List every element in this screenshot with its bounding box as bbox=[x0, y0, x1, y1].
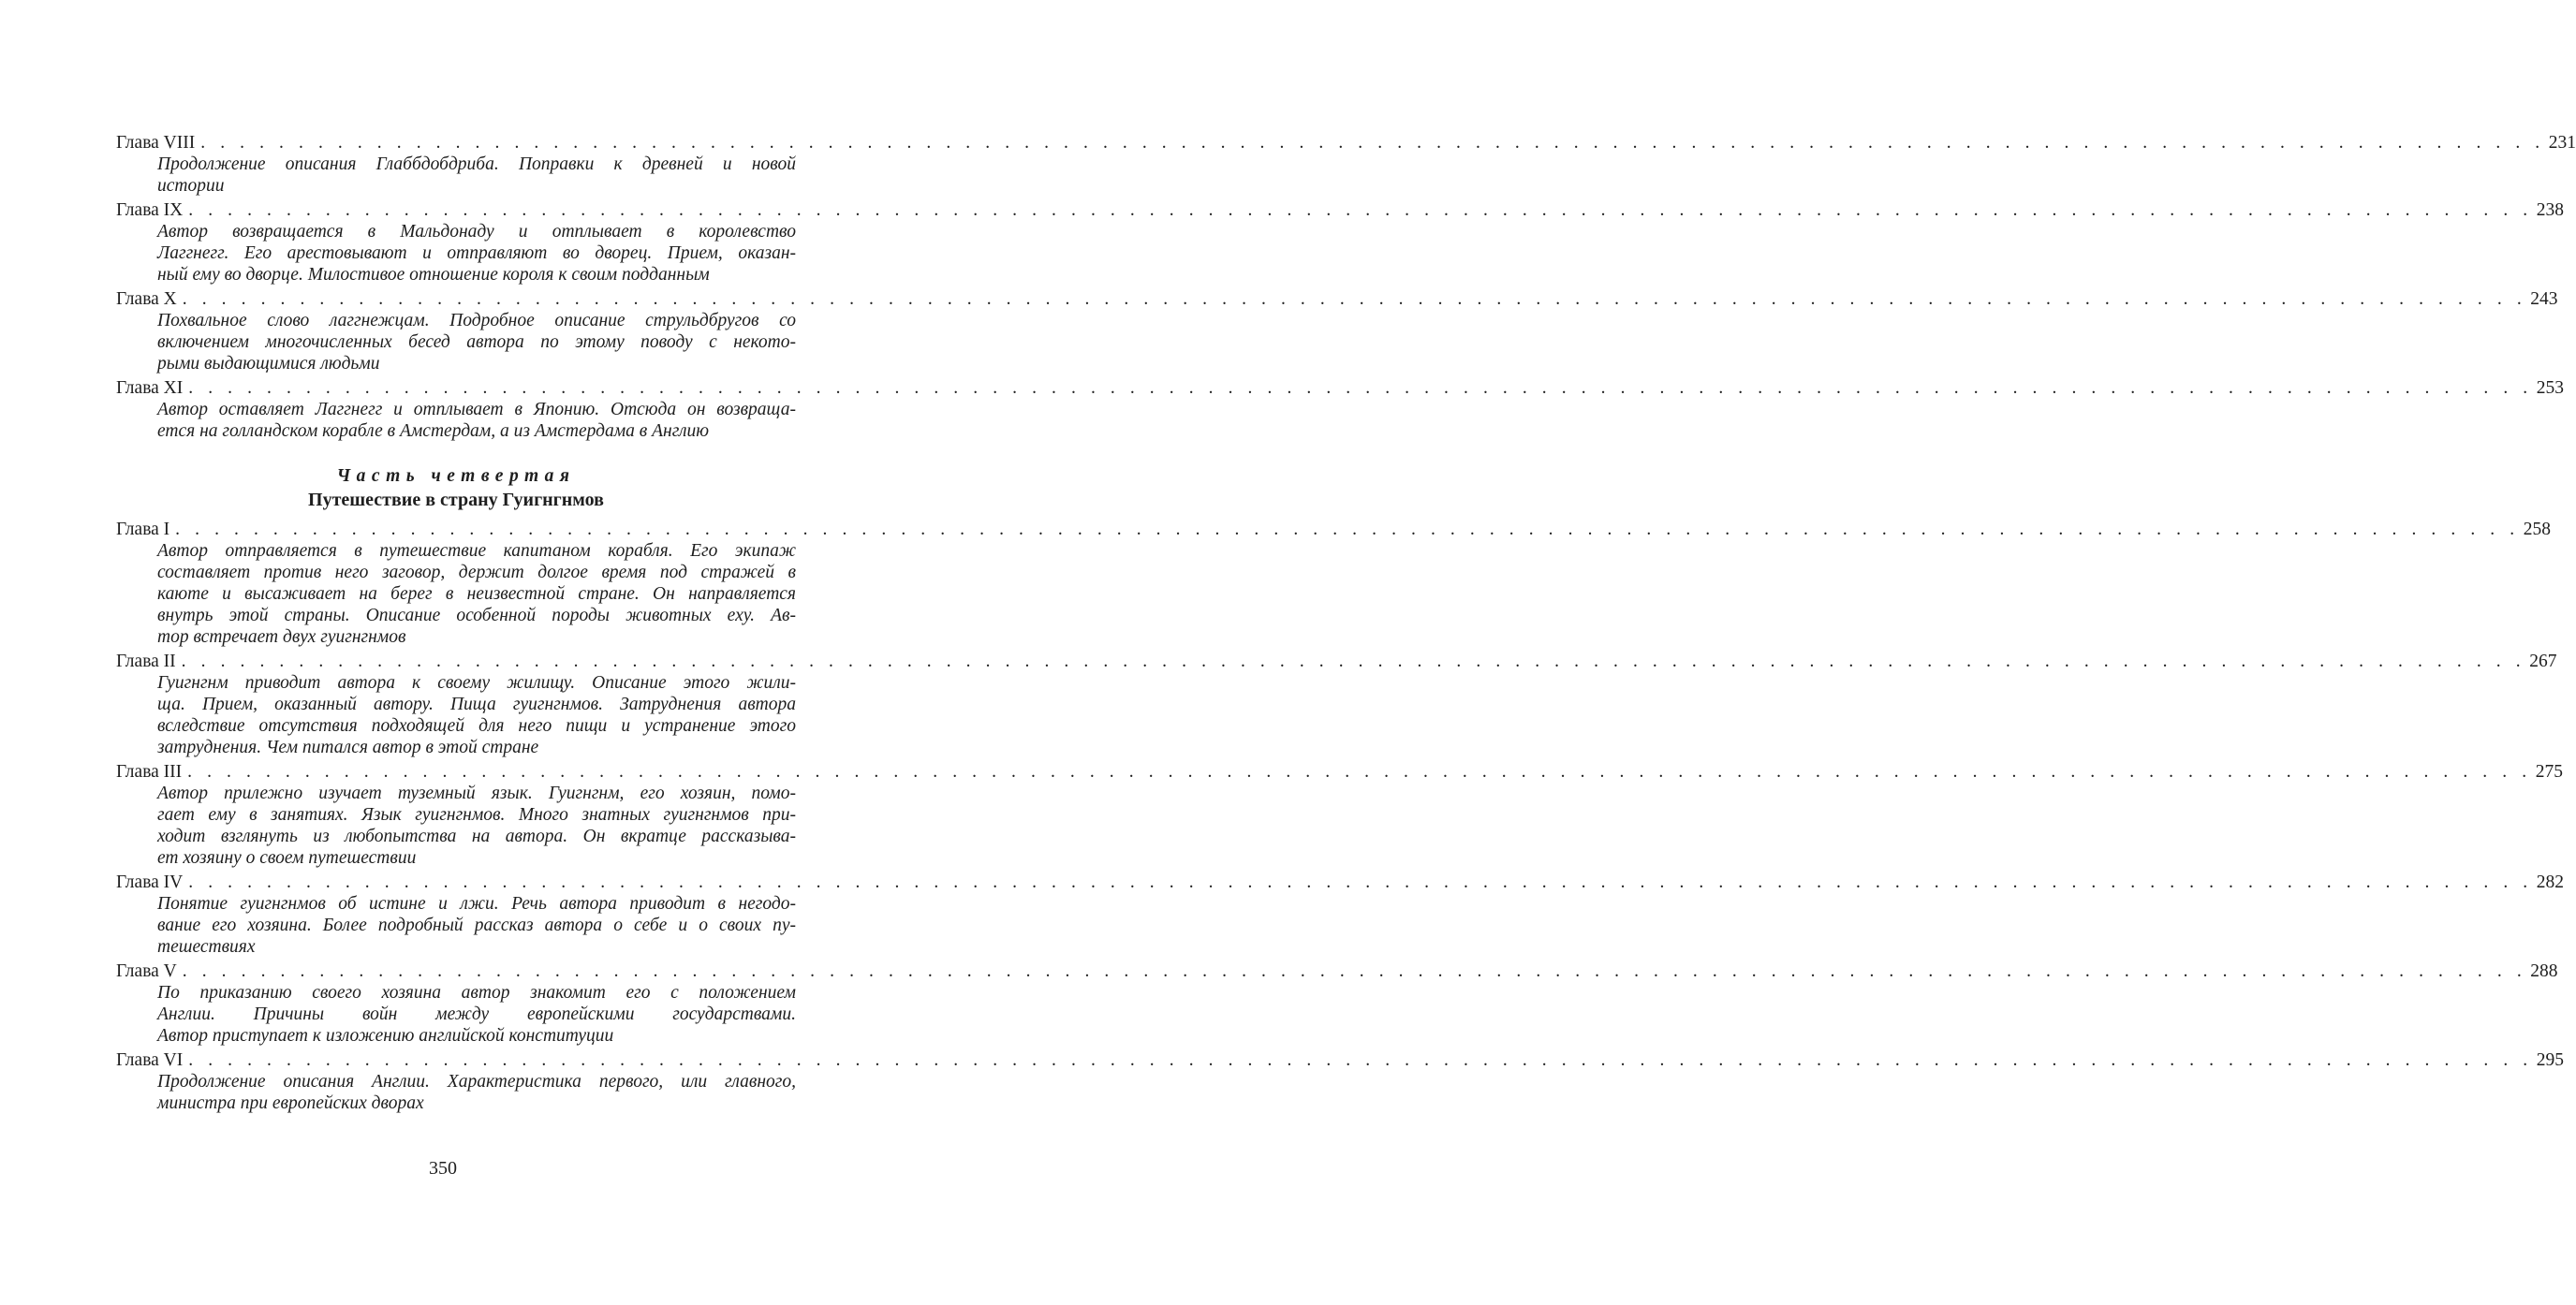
summary-line: Автор прилежно изучает туземный язык. Гуигнгнм, его хозяин, помо- bbox=[157, 784, 796, 803]
chapter-line bbox=[116, 377, 2565, 399]
toc-entry bbox=[116, 651, 2557, 761]
toc-entry bbox=[116, 761, 2563, 872]
chapter-page-number: 288 bbox=[2530, 961, 2558, 981]
chapter-summary bbox=[157, 982, 796, 1047]
chapter-title: Глава IV bbox=[116, 872, 184, 892]
summary-line: Продолжение описания Глаббдобдриба. Поправки к древней и новой bbox=[157, 154, 796, 174]
chapter-line bbox=[116, 199, 2565, 221]
chapter-summary bbox=[157, 310, 796, 374]
toc-entry bbox=[116, 288, 2558, 377]
dot-leader: . . . . . . . . . . . . . . . . . . . . . . . . . . . . . . . . . . . . . . . . . . . . . . . . . . . . . . . . . . . . . . . . . . . . . . . . . . . . . . . . . . . . . . . . . . . . . . . . . . . . . . . . . . . . . . . . . . . . . . . . bbox=[182, 289, 2527, 309]
summary-line: ща. Прием, оказанный автору. Пища гуигнгнмов. Затруднения автора bbox=[157, 695, 796, 714]
chapter-page-number: 238 bbox=[2536, 200, 2565, 220]
chapter-title: Глава X bbox=[116, 289, 177, 309]
chapter-summary bbox=[157, 893, 796, 958]
part-heading: Часть четвертая bbox=[336, 466, 576, 486]
dot-leader: . . . . . . . . . . . . . . . . . . . . . . . . . . . . . . . . . . . . . . . . . . . . . . . . . . . . . . . . . . . . . . . . . . . . . . . . . . . . . . . . . . . . . . . . . . . . . . . . . . . . . . . . . . . . . . . . . . . . . . . . bbox=[181, 652, 2526, 671]
summary-line: ется на голландском корабле в Амстердам, а из Амстердама в Англию bbox=[157, 421, 710, 441]
chapter-line bbox=[116, 651, 2557, 672]
chapter-title: Глава VI bbox=[116, 1050, 184, 1070]
dot-leader: . . . . . . . . . . . . . . . . . . . . . . . . . . . . . . . . . . . . . . . . . . . . . . . . . . . . . . . . . . . . . . . . . . . . . . . . . . . . . . . . . . . . . . . . . . . . . . . . . . . . . . . . . . . . . . . . . . . . . . . . bbox=[188, 200, 2533, 220]
chapter-line bbox=[116, 761, 2563, 783]
chapter-page-number: 282 bbox=[2536, 872, 2565, 892]
summary-line: По приказанию своего хозяина автор знакомит его с положением bbox=[157, 983, 796, 1003]
summary-line: Автор возвращается в Мальдонаду и отплывает в королевство bbox=[157, 222, 796, 242]
toc-entry bbox=[116, 132, 2576, 199]
chapter-title: Глава XI bbox=[116, 378, 184, 398]
chapter-title: Глава IX bbox=[116, 200, 184, 220]
page-number: 350 bbox=[429, 1158, 457, 1179]
summary-line: истории bbox=[157, 176, 225, 196]
summary-line: ет хозяину о своем путешествии bbox=[157, 848, 417, 868]
summary-line: Продолжение описания Англии. Характеристика первого, или главного, bbox=[157, 1072, 796, 1092]
chapter-line bbox=[116, 872, 2565, 893]
chapter-summary bbox=[157, 1071, 796, 1114]
chapter-summary bbox=[157, 154, 796, 197]
summary-line: министра при европейских дворах bbox=[157, 1093, 424, 1113]
chapter-page-number: 258 bbox=[2523, 520, 2551, 539]
dot-leader: . . . . . . . . . . . . . . . . . . . . . . . . . . . . . . . . . . . . . . . . . . . . . . . . . . . . . . . . . . . . . . . . . . . . . . . . . . . . . . . . . . . . . . . . . . . . . . . . . . . . . . . . . . . . . . . . . . . . . . . . bbox=[188, 872, 2533, 892]
chapter-page-number: 267 bbox=[2529, 652, 2557, 671]
dot-leader: . . . . . . . . . . . . . . . . . . . . . . . . . . . . . . . . . . . . . . . . . . . . . . . . . . . . . . . . . . . . . . . . . . . . . . . . . . . . . . . . . . . . . . . . . . . . . . . . . . . . . . . . . . . . . . . . . . . . . . . . bbox=[187, 762, 2532, 782]
summary-line: каюте и высаживает на берег в неизвестной стране. Он направляется bbox=[157, 584, 796, 604]
dot-leader: . . . . . . . . . . . . . . . . . . . . . . . . . . . . . . . . . . . . . . . . . . . . . . . . . . . . . . . . . . . . . . . . . . . . . . . . . . . . . . . . . . . . . . . . . . . . . . . . . . . . . . . . . . . . . . . . . . . . . . . . bbox=[182, 961, 2527, 981]
chapter-line bbox=[116, 288, 2558, 310]
summary-line: ный ему во дворце. Милостивое отношение короля к своим подданным bbox=[157, 265, 710, 285]
summary-line: рыми выдающимися людьми bbox=[157, 354, 380, 374]
toc-section-part3 bbox=[116, 132, 2576, 442]
summary-line: гает ему в занятиях. Язык гуигнгнмов. Много знатных гуигнгнмов при- bbox=[157, 805, 796, 825]
chapter-line bbox=[116, 132, 2576, 154]
summary-line: тешествиях bbox=[157, 937, 256, 957]
chapter-summary bbox=[157, 783, 796, 869]
chapter-title: Глава III bbox=[116, 762, 183, 782]
summary-line: Лаггнегг. Его арестовывают и отправляют во дворец. Прием, оказан- bbox=[157, 243, 796, 263]
chapter-summary bbox=[157, 221, 796, 286]
summary-line: включением многочисленных бесед автора по этому поводу с некото- bbox=[157, 332, 796, 352]
table-of-contents bbox=[116, 132, 2576, 1114]
summary-line: Автор приступает к изложению английской конституции bbox=[157, 1026, 614, 1046]
toc-entry bbox=[116, 960, 2558, 1049]
toc-entry bbox=[116, 872, 2565, 960]
summary-line: Англии. Причины войн между европейскими государствами. bbox=[157, 1004, 796, 1024]
summary-line: Понятие гуигнгнмов об истине и лжи. Речь автора приводит в негодо- bbox=[157, 894, 796, 914]
chapter-line bbox=[116, 519, 2551, 540]
summary-line: тор встречает двух гуигнгнмов bbox=[157, 627, 406, 647]
toc-entry bbox=[116, 199, 2565, 288]
part-heading-block bbox=[116, 465, 796, 512]
summary-line: Автор отправляется в путешествие капитаном корабля. Его экипаж bbox=[157, 541, 796, 561]
toc-section-part4 bbox=[116, 519, 2565, 1114]
dot-leader: . . . . . . . . . . . . . . . . . . . . . . . . . . . . . . . . . . . . . . . . . . . . . . . . . . . . . . . . . . . . . . . . . . . . . . . . . . . . . . . . . . . . . . . . . . . . . . . . . . . . . . . . . . . . . . . . . . . . . . . . bbox=[175, 520, 2520, 539]
summary-line: Гуигнгнм приводит автора к своему жилищу. Описание этого жили- bbox=[157, 673, 796, 693]
chapter-title: Глава VIII bbox=[116, 133, 196, 153]
chapter-page-number: 253 bbox=[2536, 378, 2565, 398]
toc-entry bbox=[116, 1049, 2565, 1114]
summary-line: внутрь этой страны. Описание особенной породы животных еху. Ав- bbox=[157, 606, 796, 625]
chapter-summary bbox=[157, 540, 796, 648]
dot-leader: . . . . . . . . . . . . . . . . . . . . . . . . . . . . . . . . . . . . . . . . . . . . . . . . . . . . . . . . . . . . . . . . . . . . . . . . . . . . . . . . . . . . . . . . . . . . . . . . . . . . . . . . . . . . . . . . . . . . . . . . bbox=[188, 378, 2533, 398]
chapter-title: Глава II bbox=[116, 652, 176, 671]
chapter-page-number: 275 bbox=[2535, 762, 2563, 782]
chapter-page-number: 295 bbox=[2536, 1050, 2565, 1070]
summary-line: Автор оставляет Лаггнегг и отплывает в Японию. Отсюда он возвраща- bbox=[157, 400, 796, 419]
summary-line: затруднения. Чем питался автор в этой стране bbox=[157, 738, 539, 757]
toc-entry bbox=[116, 519, 2551, 651]
toc-entry bbox=[116, 377, 2565, 442]
chapter-line bbox=[116, 1049, 2565, 1071]
chapter-page-number: 243 bbox=[2530, 289, 2558, 309]
summary-line: вследствие отсутствия подходящей для него пищи и устранение этого bbox=[157, 716, 796, 736]
summary-line: ходит взглянуть из любопытства на автора. Он вкратце рассказыва- bbox=[157, 827, 796, 846]
dot-leader: . . . . . . . . . . . . . . . . . . . . . . . . . . . . . . . . . . . . . . . . . . . . . . . . . . . . . . . . . . . . . . . . . . . . . . . . . . . . . . . . . . . . . . . . . . . . . . . . . . . . . . . . . . . . . . . . . . . . . . . . bbox=[188, 1050, 2533, 1070]
chapter-title: Глава V bbox=[116, 961, 177, 981]
chapter-title: Глава I bbox=[116, 520, 170, 539]
chapter-summary bbox=[157, 672, 796, 758]
summary-line: Похвальное слово лаггнежцам. Подробное описание струльдбругов со bbox=[157, 311, 796, 330]
chapter-page-number: 231 bbox=[2548, 133, 2576, 153]
chapter-summary bbox=[157, 399, 796, 442]
dot-leader: . . . . . . . . . . . . . . . . . . . . . . . . . . . . . . . . . . . . . . . . . . . . . . . . . . . . . . . . . . . . . . . . . . . . . . . . . . . . . . . . . . . . . . . . . . . . . . . . . . . . . . . . . . . . . . . . . . . . . . . . bbox=[200, 133, 2545, 153]
part-title: Путешествие в страну Гуигнгнмов bbox=[308, 490, 604, 510]
summary-line: вание его хозяина. Более подробный рассказ автора о себе и о своих пу- bbox=[157, 916, 796, 935]
summary-line: составляет против него заговор, держит долгое время под стражей в bbox=[157, 563, 796, 582]
chapter-line bbox=[116, 960, 2558, 982]
